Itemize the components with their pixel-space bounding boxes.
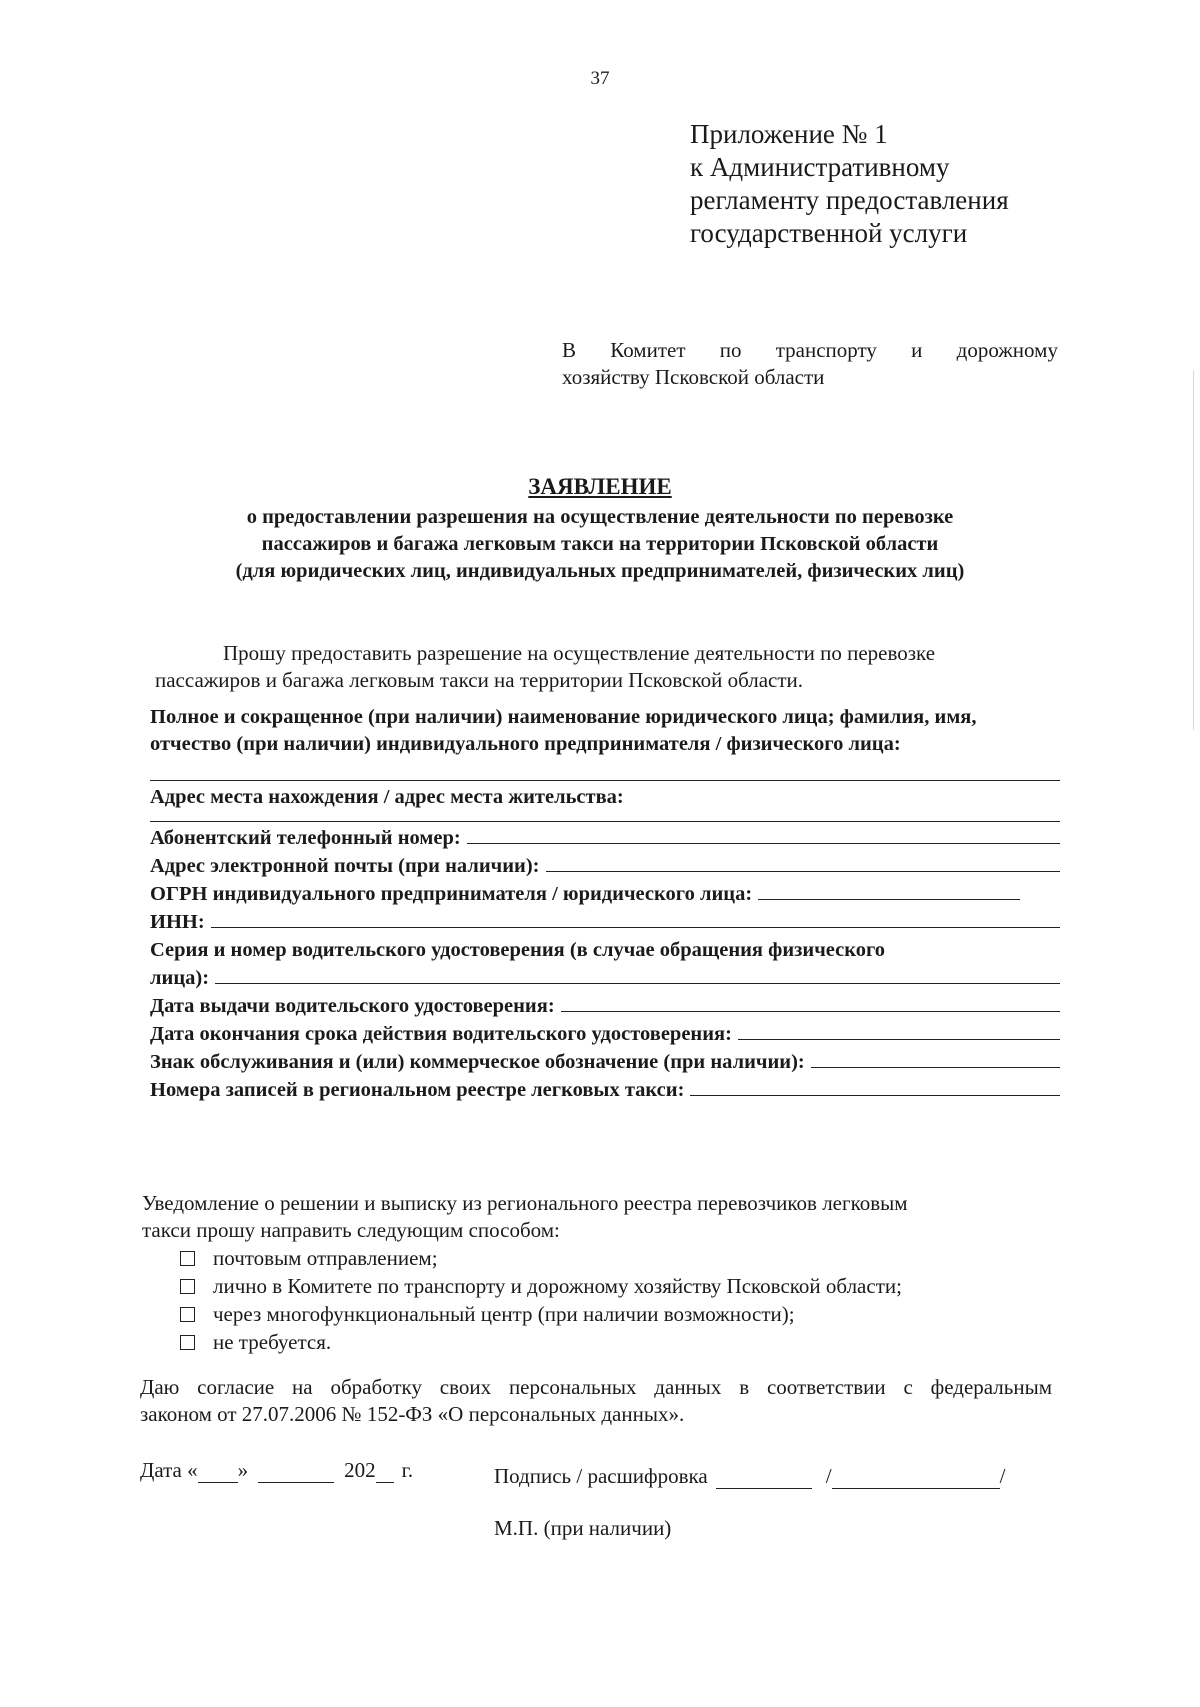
notify-option-post[interactable] — [180, 1244, 1062, 1272]
field-email-line[interactable] — [546, 871, 1061, 872]
field-license-issue-row — [150, 990, 1060, 1018]
consent-paragraph — [140, 1374, 1052, 1428]
date-day-line[interactable] — [198, 1464, 238, 1483]
date-month-line[interactable] — [258, 1464, 334, 1483]
appendix-line-3: регламенту предоставления — [690, 185, 1009, 215]
addressee-word: транспорту — [775, 338, 877, 362]
form-fields — [150, 704, 1060, 1102]
subtitle-line-2: пассажиров и багажа легковым такси на территории Псковской области — [261, 533, 939, 555]
notification-block — [142, 1190, 1062, 1356]
date-label: Дата « — [140, 1458, 198, 1482]
appendix-header — [690, 118, 1009, 250]
field-license-issue-label: Дата выдачи водительского удостоверения: — [150, 995, 555, 1017]
intro-paragraph — [155, 640, 1065, 694]
date-year-line[interactable] — [376, 1464, 394, 1483]
appendix-line-1: Приложение № 1 — [690, 119, 888, 149]
consent-line-2: законом от 27.07.2006 № 152-ФЗ «О персональных данных». — [140, 1402, 685, 1426]
field-license-expiry-label: Дата окончания срока действия водительского удостоверения: — [150, 1023, 732, 1045]
field-license-expiry-line[interactable] — [738, 1039, 1060, 1040]
field-license-label-1: Серия и номер водительского удостоверения (в случае обращения физического — [150, 939, 886, 961]
notify-option-mfc[interactable] — [180, 1300, 1062, 1328]
signature-field — [494, 1464, 1005, 1489]
field-address-line[interactable] — [150, 809, 1060, 822]
field-registry-row — [150, 1074, 1060, 1102]
document-title: ЗАЯВЛЕНИЕ — [528, 474, 672, 499]
field-registry-label: Номера записей в региональном реестре легковых такси: — [150, 1079, 685, 1101]
field-ogrn-line[interactable] — [758, 899, 1020, 900]
field-phone-line[interactable] — [467, 843, 1060, 844]
option-label: почтовым отправлением; — [213, 1245, 438, 1270]
addressee-line-1 — [562, 337, 1058, 364]
field-name-line[interactable] — [150, 758, 1060, 781]
field-ogrn-label: ОГРН индивидуального предпринимателя / юридического лица: — [150, 883, 753, 905]
appendix-line-2: к Административному — [690, 152, 950, 182]
field-license-line[interactable] — [215, 983, 1060, 984]
page-number: 37 — [590, 68, 610, 89]
option-label: не требуется. — [213, 1329, 332, 1354]
date-close-quote: » — [237, 1458, 249, 1482]
field-registry-line[interactable] — [690, 1095, 1060, 1096]
field-license-row-1 — [150, 934, 1060, 962]
field-inn-label: ИНН: — [150, 911, 205, 933]
checkbox[interactable] — [180, 1335, 195, 1350]
notify-option-none[interactable] — [180, 1328, 1062, 1356]
field-service-mark-label: Знак обслуживания и (или) коммерческое обозначение (при наличии): — [150, 1051, 805, 1073]
field-license-expiry-row — [150, 1018, 1060, 1046]
intro-line-1 — [155, 640, 1065, 667]
field-service-mark-line[interactable] — [811, 1067, 1060, 1068]
field-address-row — [150, 781, 1060, 809]
notify-line-2: такси прошу направить следующим способом: — [142, 1218, 560, 1242]
field-name-label: Полное и сокращенное (при наличии) наименование юридического лица; фамилия, имя, отчество (при наличии) индивидуального предпринимателя / физического лица: — [150, 706, 977, 755]
addressee-word: и — [911, 338, 923, 362]
date-field — [140, 1458, 413, 1483]
checkbox[interactable] — [180, 1251, 195, 1266]
field-inn-line[interactable] — [211, 927, 1060, 928]
intro-line-2: пассажиров и багажа легковым такси на территории Псковской области. — [155, 668, 804, 692]
signature-slash: / — [825, 1464, 832, 1488]
scan-edge-line — [1193, 370, 1194, 730]
field-service-mark-row — [150, 1046, 1060, 1074]
field-license-row-2 — [150, 962, 1060, 990]
notify-option-in-person[interactable] — [180, 1272, 1062, 1300]
notify-options — [180, 1244, 1062, 1356]
addressee-block — [562, 337, 1058, 391]
date-year-suffix: г. — [401, 1458, 414, 1482]
signature-line[interactable] — [716, 1470, 812, 1489]
addressee-line-2: хозяйству Псковской области — [562, 365, 825, 389]
checkbox[interactable] — [180, 1279, 195, 1294]
addressee-word: дорожному — [956, 338, 1058, 362]
subtitle-line-3: (для юридических лиц, индивидуальных предпринимателей, физических лиц) — [235, 560, 965, 582]
notify-line-1: Уведомление о решении и выписку из регионального реестра перевозчиков легковым — [142, 1191, 908, 1215]
addressee-word: по — [719, 338, 742, 362]
addressee-word: Комитет — [610, 338, 686, 362]
field-license-issue-line[interactable] — [561, 1011, 1060, 1012]
field-email-label: Адрес электронной почты (при наличии): — [150, 855, 540, 877]
field-ogrn-row — [150, 878, 1060, 906]
signature-slash-end: / — [999, 1464, 1006, 1488]
field-phone-label: Абонентский телефонный номер: — [150, 827, 461, 849]
intro-text-1: Прошу предоставить разрешение на осуществление деятельности по перевозке — [223, 641, 936, 665]
field-phone-row — [150, 822, 1060, 850]
title-block — [170, 474, 1030, 585]
signature-decode-line[interactable] — [832, 1470, 1000, 1489]
stamp-placeholder: М.П. (при наличии) — [494, 1516, 672, 1540]
field-inn-row — [150, 906, 1060, 934]
consent-line-1: Даю согласие на обработку своих персональных данных в соответствии с федеральным — [140, 1375, 1052, 1399]
option-label: лично в Комитете по транспорту и дорожному хозяйству Псковской области; — [213, 1273, 902, 1298]
option-label: через многофункциональный центр (при наличии возможности); — [213, 1301, 795, 1326]
subtitle-line-1: о предоставлении разрешения на осуществление деятельности по перевозке — [246, 506, 954, 528]
appendix-line-4: государственной услуги — [690, 218, 968, 248]
signature-label: Подпись / расшифровка — [494, 1464, 708, 1488]
field-address-label: Адрес места нахождения / адрес места жительства: — [150, 786, 624, 808]
field-license-label-2: лица): — [150, 967, 210, 989]
field-email-row — [150, 850, 1060, 878]
date-year-prefix: 202 — [344, 1458, 376, 1482]
checkbox[interactable] — [180, 1307, 195, 1322]
addressee-word: В — [562, 338, 577, 362]
